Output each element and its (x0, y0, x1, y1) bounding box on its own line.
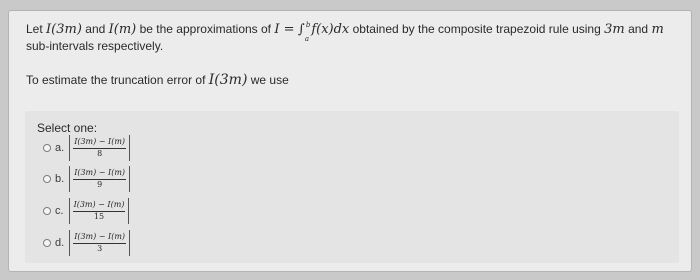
integral-lower-bound: a (304, 35, 310, 43)
integral-upper-bound: b (305, 21, 311, 29)
prompt-text: To estimate the truncation error of (26, 73, 206, 87)
question-text-part: Let (26, 22, 43, 36)
absolute-value-expression (69, 230, 130, 256)
fraction-numerator: I(3m) − I(m) (73, 137, 126, 149)
fraction (73, 232, 126, 254)
math-3m: 3m (604, 22, 625, 37)
option-c[interactable] (43, 196, 129, 226)
radio-button[interactable] (43, 207, 51, 215)
integral-symbol (297, 21, 311, 43)
option-b[interactable] (43, 164, 130, 194)
fraction-denominator: 3 (97, 244, 103, 253)
radio-button[interactable] (43, 175, 51, 183)
absolute-value-expression (69, 135, 130, 161)
question-prompt (26, 72, 289, 89)
fraction (73, 200, 126, 222)
fraction-numerator: I(3m) − I(m) (73, 168, 126, 180)
math-im: I(m) (108, 22, 137, 37)
option-letter: b. (55, 173, 65, 185)
math-i-equals: I = (274, 22, 295, 37)
fraction-denominator: 9 (97, 180, 103, 189)
fraction-numerator: I(3m) − I(m) (73, 232, 126, 244)
option-a[interactable] (43, 133, 130, 163)
absolute-value-expression (69, 166, 130, 192)
absolute-value-expression (69, 198, 130, 224)
math-i3m: I(3m) (46, 22, 82, 37)
fraction (73, 168, 126, 190)
math-m: m (651, 22, 664, 37)
select-one-label: Select one: (37, 121, 98, 135)
fraction (73, 137, 126, 159)
radio-button[interactable] (43, 239, 51, 247)
option-letter: c. (55, 205, 64, 217)
question-text-part: and (85, 22, 106, 36)
math-integrand: f(x)dx (311, 22, 350, 37)
question-text-part: and (628, 22, 649, 36)
fraction-numerator: I(3m) − I(m) (73, 200, 126, 212)
answer-options-box (25, 111, 679, 263)
math-i3m: I(3m) (208, 72, 248, 88)
option-d[interactable] (43, 228, 130, 258)
question-text-part: obtained by the composite trapezoid rule using (352, 22, 601, 36)
question-card (8, 10, 692, 272)
question-text-part: be the approximations of (139, 22, 272, 36)
fraction-denominator: 8 (97, 149, 103, 158)
question-text-part: sub-intervals respectively. (26, 39, 164, 53)
fraction-denominator: 15 (93, 212, 105, 221)
option-letter: a. (55, 142, 65, 154)
option-letter: d. (55, 237, 65, 249)
radio-button[interactable] (43, 144, 51, 152)
prompt-text: we use (250, 73, 289, 87)
integral-sign: ∫ (297, 22, 305, 37)
question-text (26, 21, 681, 55)
